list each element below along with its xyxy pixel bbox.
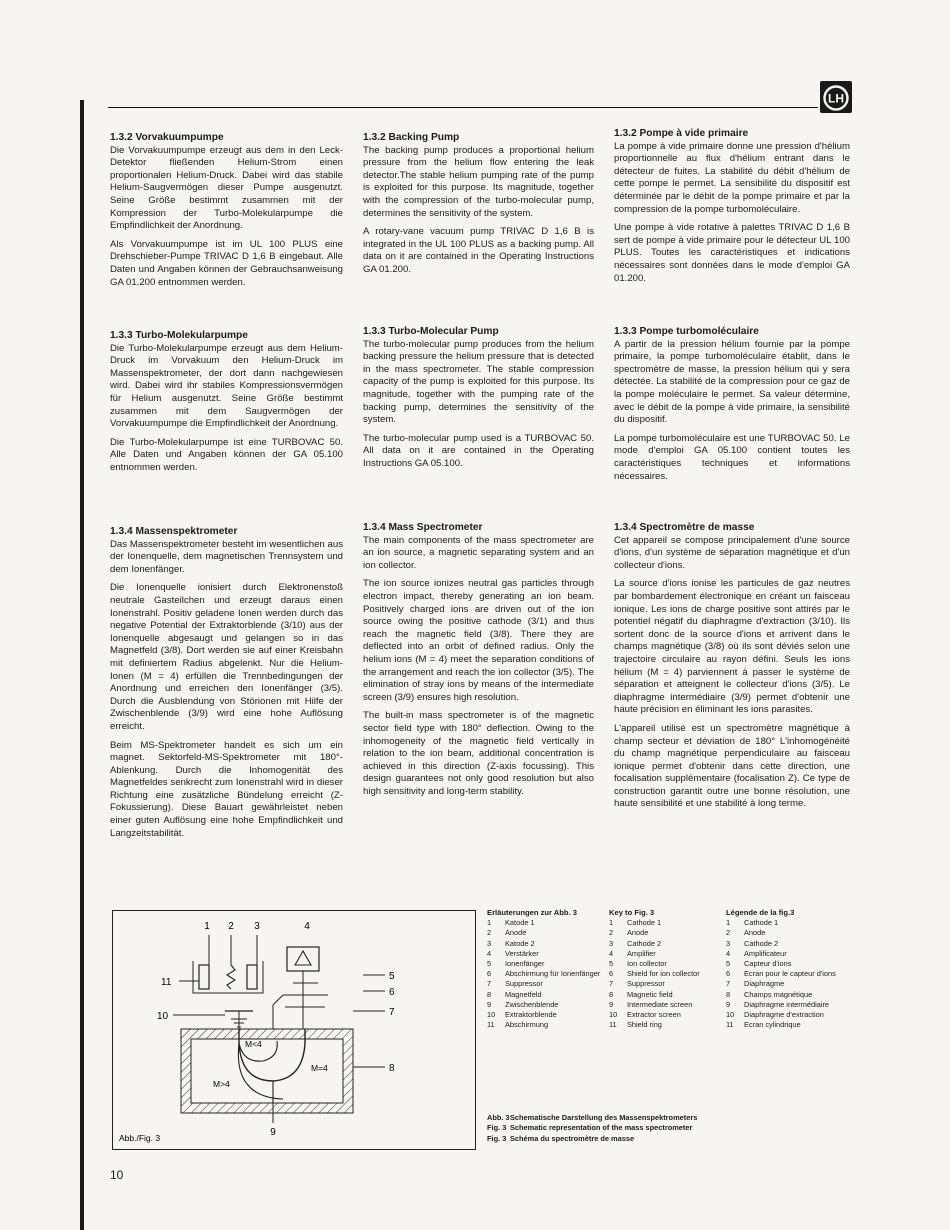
key-en: [609, 908, 721, 1030]
key-item: 10 Extraktorblende: [487, 1010, 557, 1020]
section-backing-pump-en: [363, 132, 594, 277]
key-item: 5 Ionenfänger: [487, 959, 545, 969]
page-number: 10: [110, 1168, 124, 1182]
key-item: 1 Cathode 1: [726, 918, 779, 928]
section-turbo-pump-en: [363, 326, 594, 471]
callout-4: 4: [304, 921, 310, 932]
callout-8: 8: [389, 1063, 395, 1074]
key-item: 4 Amplifier: [609, 948, 656, 958]
mass-label-lt4: M<4: [245, 1039, 262, 1049]
key-item: 6 Abschirmung für Ionenfänger: [487, 969, 601, 979]
paragraph: La pompe turbomoléculaire est une TURBOVAC 50. Le mode d'emploi GA 05.100 contient toutes les caractéristiques techniques et informations nécessaires.: [614, 432, 850, 482]
key-item: 6 Ecran pour le capteur d'ions: [726, 969, 836, 979]
paragraph: The main components of the mass spectrometer are an ion source, a magnetic separating system and an ion collector.: [363, 534, 594, 571]
key-item: 5 Capteur d'ions: [726, 959, 792, 969]
binding-edge: [80, 100, 84, 1230]
paragraph: Die Turbo-Molekularpumpe ist eine TURBOVAC 50. Alle Daten und Angaben können der GA 05.100 entnommen werden.: [110, 436, 343, 473]
key-item: 1 Cathode 1: [609, 918, 662, 928]
key-title: Erläuterungen zur Abb. 3: [487, 908, 578, 917]
paragraph: La pompe à vide primaire donne une pression d'hélium proportionnelle au flux d'hélium entrant dans le détecteur de fuites. La stabilité du débit d'hélium de cette pompe le permet. La sensibilité du dispositif est déterminée par le débit de la pompe primaire et par la compression de la pompe turbomoléculaire.: [614, 140, 850, 215]
key-item: 3 Cathode 2: [726, 938, 779, 948]
schematic-drawing: [113, 911, 474, 1148]
paragraph: The turbo-molecular pump used is a TURBOVAC 50. All data on it are contained in the Operating Instructions GA 05.100.: [363, 432, 594, 469]
section-backing-pump-de: [110, 132, 343, 289]
key-de: [487, 908, 611, 1030]
section-title: 1.3.3 Turbo-Molecular Pump: [363, 326, 499, 337]
callout-3: 3: [254, 921, 260, 932]
key-item: 7 Suppressor: [487, 979, 543, 989]
section-title: 1.3.4 Massenspektrometer: [110, 526, 238, 537]
section-mass-spectrometer-en: [363, 522, 594, 798]
section-title: 1.3.2 Vorvakuumpumpe: [110, 132, 224, 143]
callout-5: 5: [389, 971, 395, 982]
paragraph: A partir de la pression hélium fournie par la pompe primaire, la pompe turbomoléculaire établit, dans le spectromètre de masse, la pression hélium qui y sera détectée. La stabilité de la compression pour ce gaz de la pompe moléculaire le permet. Sa valeur détermine, avec le débit de la pompe à vide primaire, la sensibilité du dispositif.: [614, 338, 850, 426]
paragraph: Une pompe à vide rotative à palettes TRIVAC D 1,6 B sert de pompe à vide primaire pour le détecteur UL 100 PLUS. Toutes les caractéristiques et indications nécessaires sont données dans le mode d'emploi GA 01.200.: [614, 222, 850, 284]
key-item: 3 Cathode 2: [609, 938, 662, 948]
section-title: 1.3.2 Backing Pump: [363, 132, 460, 143]
key-item: 2 Anode: [609, 928, 649, 938]
callout-2: 2: [228, 921, 234, 932]
section-backing-pump-fr: [614, 128, 850, 285]
key-item: 5 Ion collector: [609, 959, 667, 969]
section-title: 1.3.4 Spectromètre de masse: [614, 522, 755, 533]
key-title: Légende de la fig.3: [726, 908, 795, 917]
key-item: 7 Suppressor: [609, 979, 665, 989]
callout-6: 6: [389, 987, 395, 998]
section-mass-spectrometer-fr: [614, 522, 850, 811]
key-item: 11 Abschirmung: [487, 1020, 549, 1030]
callout-1: 1: [204, 921, 210, 932]
paragraph: Die Ionenquelle ionisiert durch Elektronenstoß neutrale Gasteilchen und erzeugt daraus einen Ionenstrahl. Positiv geladene Ionen werden durch das negative Potential der Extraktorblende (3/10) aus der Ionenquelle abgesaugt und gelangen so in das Magnetfeld (3/8). Dort werden sie auf einer Kreisbahn mit definiertem Radius abgelenkt. Nur die Helium-Ionen (M = 4) erfüllen die Trennbedingungen der Anordnung und erreichen den Ionenfänger (3/5). Durch die Ausblendung von Störionen mit Hilfe der Zwischenblende (3/9) wird eine hohe Auflösung erreicht.: [110, 582, 343, 732]
paragraph: The backing pump produces a proportional helium pressure from the helium flow entering the leak detector.The stable helium pumping rate of the pump is exploited for this purpose. Its magnitude, together with the compression of the turbo-molecular pump, determines the sensitivity of the system.: [363, 144, 594, 219]
paragraph: L'appareil utilisé est un spectromètre magnétique à champ secteur et déviation de 180° L'inhomogénéité du champ magnétique perpendiculaire au faisceau ionique permet d'obtenir dans cette direction, une focalisation supplémentaire (focalisation Z). Ce type de construction garantit outre une bonne résolution, une haute sensibilité et une stabilité à long terme.: [614, 722, 850, 810]
paragraph: A rotary-vane vacuum pump TRIVAC D 1,6 B is integrated in the UL 100 PLUS as a backing pump. All data on it are contained in the Operating Instructions GA 01.200.: [363, 226, 594, 275]
callout-11: 11: [161, 977, 172, 988]
key-item: 2 Anode: [726, 928, 766, 938]
paragraph: The ion source ionizes neutral gas particles through electron impact, thereby generating an ion beam. Positively charged ions are driven out of the ion source owing the positive cathode (3/1) and thus reach the magnetic field (3/8). There they are deflected into an orbit of defined radius. Only the helium ions (M = 4) meet the separation conditions of the arrangement and reach the ion collector (3/5). The elimination of stray ions by means of the intermediate screen (3/9) ensures high resolution.: [363, 578, 594, 703]
callout-7: 7: [389, 1007, 395, 1018]
key-item: 9 Zwischenblende: [487, 999, 559, 1009]
paragraph: The turbo-molecular pump produces from the helium backing pressure the helium pressure that is detected in the mass spectrometer. The stable compression capacity of the pump is exploited for this purpose. Its magnitude, together with the pumping rate of the backing pump, determines the sensitivity of the system.: [363, 338, 594, 426]
section-title: 1.3.4 Mass Spectrometer: [363, 522, 483, 533]
header-rule: [108, 107, 818, 108]
paragraph: Als Vorvakuumpumpe ist im UL 100 PLUS eine Drehschieber-Pumpe TRIVAC D 1,6 B eingebaut. Alle Daten und Angaben können der Gebrauchsanweisung GA 01.200 entnommen werden.: [110, 238, 343, 288]
paragraph: Beim MS-Spektrometer handelt es sich um ein magnet. Sektorfeld-MS-Spektrometer mit 180°-Ablenkung. Durch die Inhomogenität des Magnetfeldes senkrecht zum Ionenstrahl wird in dieser Richtung eine zusätzliche Bündelung erreicht (Z-Fokussierung). Diese Bauart gewährleistet neben einer guten Auflösung eine hohe Empfindlichkeit und Langzeitstabilität.: [110, 739, 343, 839]
section-mass-spectrometer-de: [110, 526, 343, 840]
caption-de: Abb. 3 Schematische Darstellung des Massenspektrometers: [487, 1113, 698, 1122]
paragraph: Cet appareil se compose principalement d'une source d'ions, d'un système de séparation magnétique et d'un collecteur d'ions.: [614, 534, 850, 571]
key-item: 11 Shield ring: [609, 1020, 662, 1030]
callout-10: 10: [157, 1011, 169, 1022]
key-item: 10 Extractor screen: [609, 1010, 681, 1020]
key-item: 10 Diaphragme d'extraction: [726, 1010, 824, 1020]
section-title: 1.3.3 Pompe turbomoléculaire: [614, 326, 759, 337]
svg-text:LH: LH: [828, 91, 844, 106]
figure-mass-spectrometer-schematic: [112, 910, 476, 1150]
key-item: 11 Ecran cylindrique: [726, 1020, 801, 1030]
mass-label-gt4: M>4: [213, 1079, 230, 1089]
paragraph: The built-in mass spectrometer is of the magnetic sector field type with 180° deflection. Owing to the inhomogeneity of the magnetic field vertically in relation to the ion beam, additional concentration is achieved in this direction (Z-axis focussing). This design guarantees not only good resolution but also high sensitivity and long-term stability.: [363, 710, 594, 797]
key-item: 9 Intermediate screen: [609, 999, 693, 1009]
section-title: 1.3.3 Turbo-Molekularpumpe: [110, 330, 248, 341]
section-title: 1.3.2 Pompe à vide primaire: [614, 128, 749, 139]
key-item: 4 Verstärker: [487, 948, 539, 958]
callout-9: 9: [270, 1127, 276, 1138]
key-item: 8 Magnetfeld: [487, 989, 542, 999]
caption-fr: Fig. 3 Schéma du spectromètre de masse: [487, 1133, 635, 1143]
paragraph: Die Turbo-Molekularpumpe erzeugt aus dem Helium-Druck im Vorvakuum den Helium-Druck im Massenspektrometer, der dort dann nachgewiesen wird. Dabei wird ihr stabiles Kompressionsvermögen für Helium ausgenutzt. Seine Größe bestimmt zusammen mit dem Saugvermögen der Vorvakuumpumpe die Empfindlichkeit der Anordnung.: [110, 342, 343, 430]
key-item: 8 Champs magnétique: [726, 989, 813, 999]
key-item: 6 Shield for ion collector: [609, 969, 700, 979]
key-item: 4 Amplificateur: [726, 948, 787, 958]
paragraph: La source d'ions ionise les particules de gaz neutres par bombardement électronique en créant un faisceau ionique. Les ions de charge positive sont attirés par le potentiel négatif du diaphragme d'extraction (3/10). Ils sortent donc de la source d'ions et arrivent dans le champs magnétique (3/8) où ils sont déviés selon une trajectoire circulaire au rayon défini. Seuls les ions hélium (M = 4) parviennent à passer le système de séparation et atteignent le collecteur d'ions (3/5). Le diaphragme intermédiaire (3/9) permet d'obtenir une haute précision en éliminant les ions parasites.: [614, 578, 850, 716]
section-turbo-pump-de: [110, 330, 343, 475]
key-fr: [726, 908, 850, 1030]
key-item: 2 Anode: [487, 928, 527, 938]
leybold-logo-icon: [818, 79, 854, 115]
mass-label-eq4: M=4: [311, 1063, 328, 1073]
figure-captions: [487, 1113, 697, 1144]
paragraph: Das Massenspektrometer besteht im wesentlichen aus der Ionenquelle, dem magnetischen Trennsystem und dem Ionenfänger.: [110, 538, 343, 575]
key-item: 8 Magnetic field: [609, 989, 673, 999]
key-item: 3 Katode 2: [487, 938, 535, 948]
figure-label: Abb./Fig. 3: [119, 1133, 161, 1143]
paragraph: Die Vorvakuumpumpe erzeugt aus dem in den Leck-Detektor fließenden Helium-Strom einen proportionalen Helium-Druck. Dabei wird das stabile Helium-Saugvermögen dieser Pumpe ausgenutzt. Seine Größe bestimmt zusammen mit der Kompression der Turbo-Molekularpumpe die Empfindlichkeit der Anordnung.: [110, 144, 343, 232]
section-turbo-pump-fr: [614, 326, 850, 483]
key-item: 9 Diaphragme intermédiaire: [726, 999, 830, 1009]
key-title: Key to Fig. 3: [609, 908, 655, 917]
key-item: 7 Diaphragme: [726, 979, 785, 989]
caption-en: Fig. 3 Schematic representation of the mass spectrometer: [487, 1123, 693, 1133]
key-item: 1 Katode 1: [487, 918, 535, 928]
